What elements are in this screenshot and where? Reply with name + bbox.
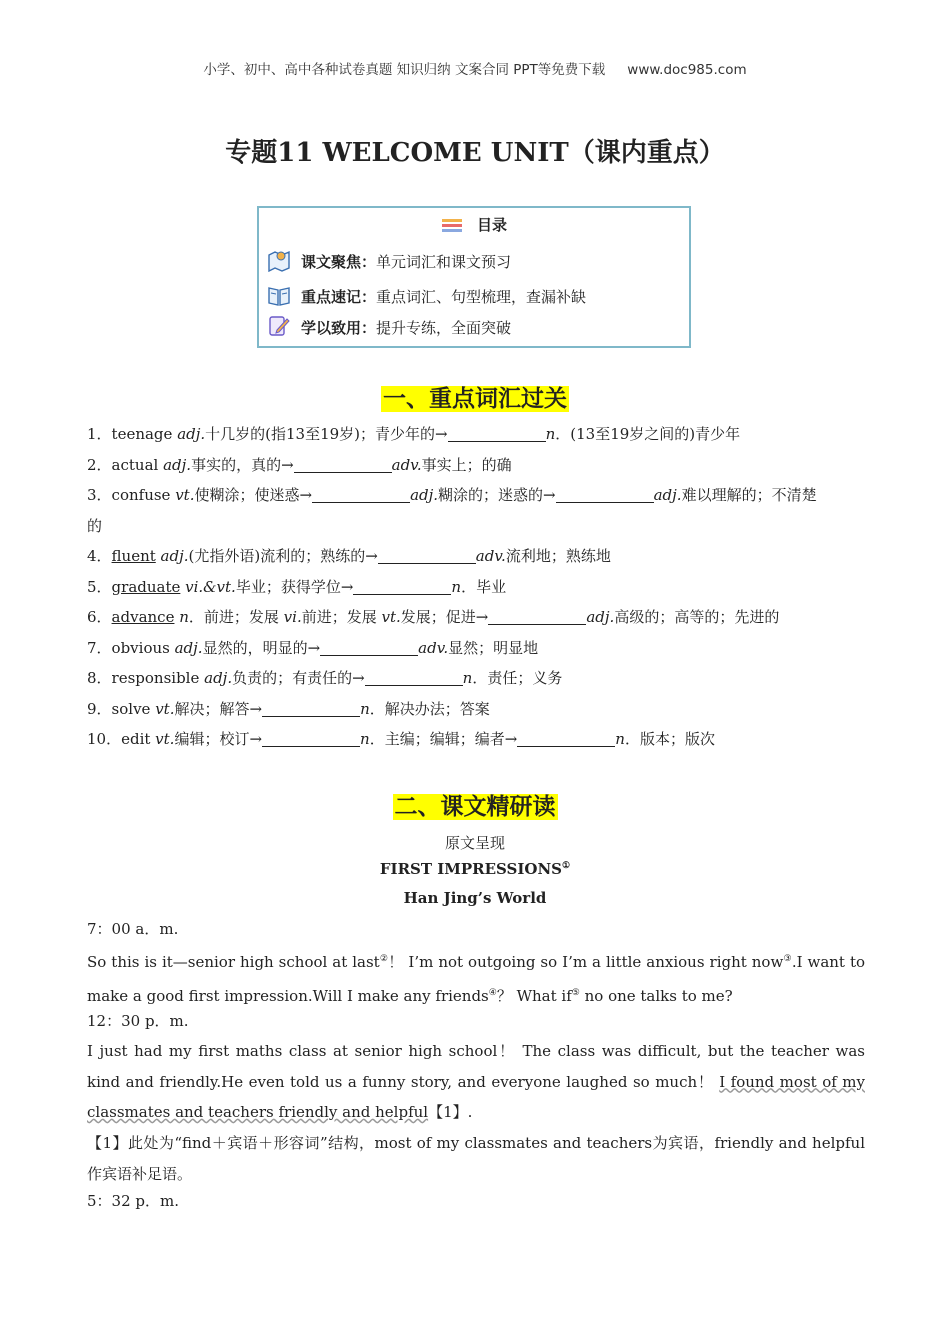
vocab-item: 1．teenage adj.十几岁的(指13至19岁)；青少年的→ n．(13至19岁之间的)青少年 xyxy=(87,425,741,443)
vocab-item: 7．obvious adj.显然的，明显的→ adv.显然；明显地 xyxy=(87,638,539,657)
vocab-item: 4．fluent adj.(尤指外语)流利的；熟练的→ adv.流利地；熟练地 xyxy=(87,547,611,565)
edit-icon xyxy=(267,314,291,338)
toc-item-practice: 学以致用：提升专练，全面突破 xyxy=(267,314,511,338)
site-header xyxy=(0,58,950,78)
paragraph: So this is it—senior high school at last②！ I’m not outgoing so I’m a little anxious right now③.I want to make a good first impression.Will I make any friends④？ What if⑤ no one talks to me? xyxy=(87,953,866,1005)
answer-blank[interactable] xyxy=(262,699,360,717)
reading-heading: FIRST IMPRESSIONS① xyxy=(379,860,571,878)
paragraph: I just had my first maths class at senior high school！ The class was difficult, but the teacher was kind and friendly.He even told us a funny story, and everyone laughed so much！ I found most of my classmates and teachers friendly and helpful【1】. xyxy=(87,1042,865,1121)
vocab-item: 2．actual adj.事实的，真的→ adv.事实上；的确 xyxy=(87,455,512,474)
vocab-item: 3．confuse vt.使糊涂；使迷惑→ adj.糊涂的；迷惑的→ adj.难以理解的；不清楚 xyxy=(87,486,817,504)
answer-blank[interactable] xyxy=(262,729,360,747)
vocab-item: 8．responsible adj.负责的；有责任的→ n．责任；义务 xyxy=(87,669,563,687)
book-icon xyxy=(267,285,291,307)
vocab-item-continued: 的 xyxy=(87,516,103,535)
answer-blank[interactable] xyxy=(320,638,418,656)
answer-blank[interactable] xyxy=(365,668,463,686)
answer-blank[interactable] xyxy=(517,729,615,747)
vocab-item: 9．solve vt.解决；解答→ n．解决办法；答案 xyxy=(87,699,490,718)
answer-blank[interactable] xyxy=(312,485,410,503)
time-stamp: 5：32 p．m. xyxy=(87,1192,179,1210)
page-title: 专题11 WELCOME UNIT（课内重点） xyxy=(225,138,725,168)
vocab-item: 6．advance n．前进；发展 vi.前进；发展 vt.发展；促进→ adj.高级的；高等的；先进的 xyxy=(87,608,780,626)
toc-item-focus: 课文聚焦：单元词汇和课文预习 xyxy=(267,248,511,272)
section-heading-vocab: 一、重点词汇过关 xyxy=(383,386,567,412)
time-stamp: 12：30 p．m. xyxy=(87,1012,189,1030)
section-heading-reading: 二、课文精研读 xyxy=(394,794,556,820)
answer-blank[interactable] xyxy=(488,607,586,625)
answer-blank[interactable] xyxy=(378,546,476,564)
map-pin-icon xyxy=(267,248,291,272)
highlighted-sentence: I found most of my classmates and teachers friendly and helpful xyxy=(87,1072,865,1121)
header-text: 小学、初中、高中各种试卷真题 知识归纳 文案合同 PPT等免费下载 xyxy=(203,62,606,78)
toc-item-memo: 重点速记：重点词汇、句型梳理，查漏补缺 xyxy=(267,285,586,307)
time-stamp: 7：00 a．m. xyxy=(87,920,179,938)
toc-heading: 目录 xyxy=(259,214,689,235)
vocab-item: 5．graduate vi.&vt.毕业；获得学位→ n．毕业 xyxy=(87,577,507,596)
reading-byline: Han Jing’s World xyxy=(403,889,547,907)
answer-blank[interactable] xyxy=(448,424,546,442)
vocab-list xyxy=(87,419,867,755)
answer-blank[interactable] xyxy=(353,577,451,595)
answer-blank[interactable] xyxy=(294,455,392,473)
header-url[interactable]: www.doc985.com xyxy=(627,62,747,78)
reading-subtitle: 原文呈现 xyxy=(444,834,505,852)
vocab-item: 10．edit vt.编辑；校订→ n．主编；编辑；编者→ n．版本；版次 xyxy=(87,730,715,748)
answer-blank[interactable] xyxy=(556,485,654,503)
annotation-note: 【1】此处为“find＋宾语＋形容词”结构，most of my classmates and teachers为宾语，friendly and helpful作宾语补足语。 xyxy=(87,1134,865,1183)
list-icon xyxy=(441,218,463,234)
table-of-contents xyxy=(257,206,691,348)
